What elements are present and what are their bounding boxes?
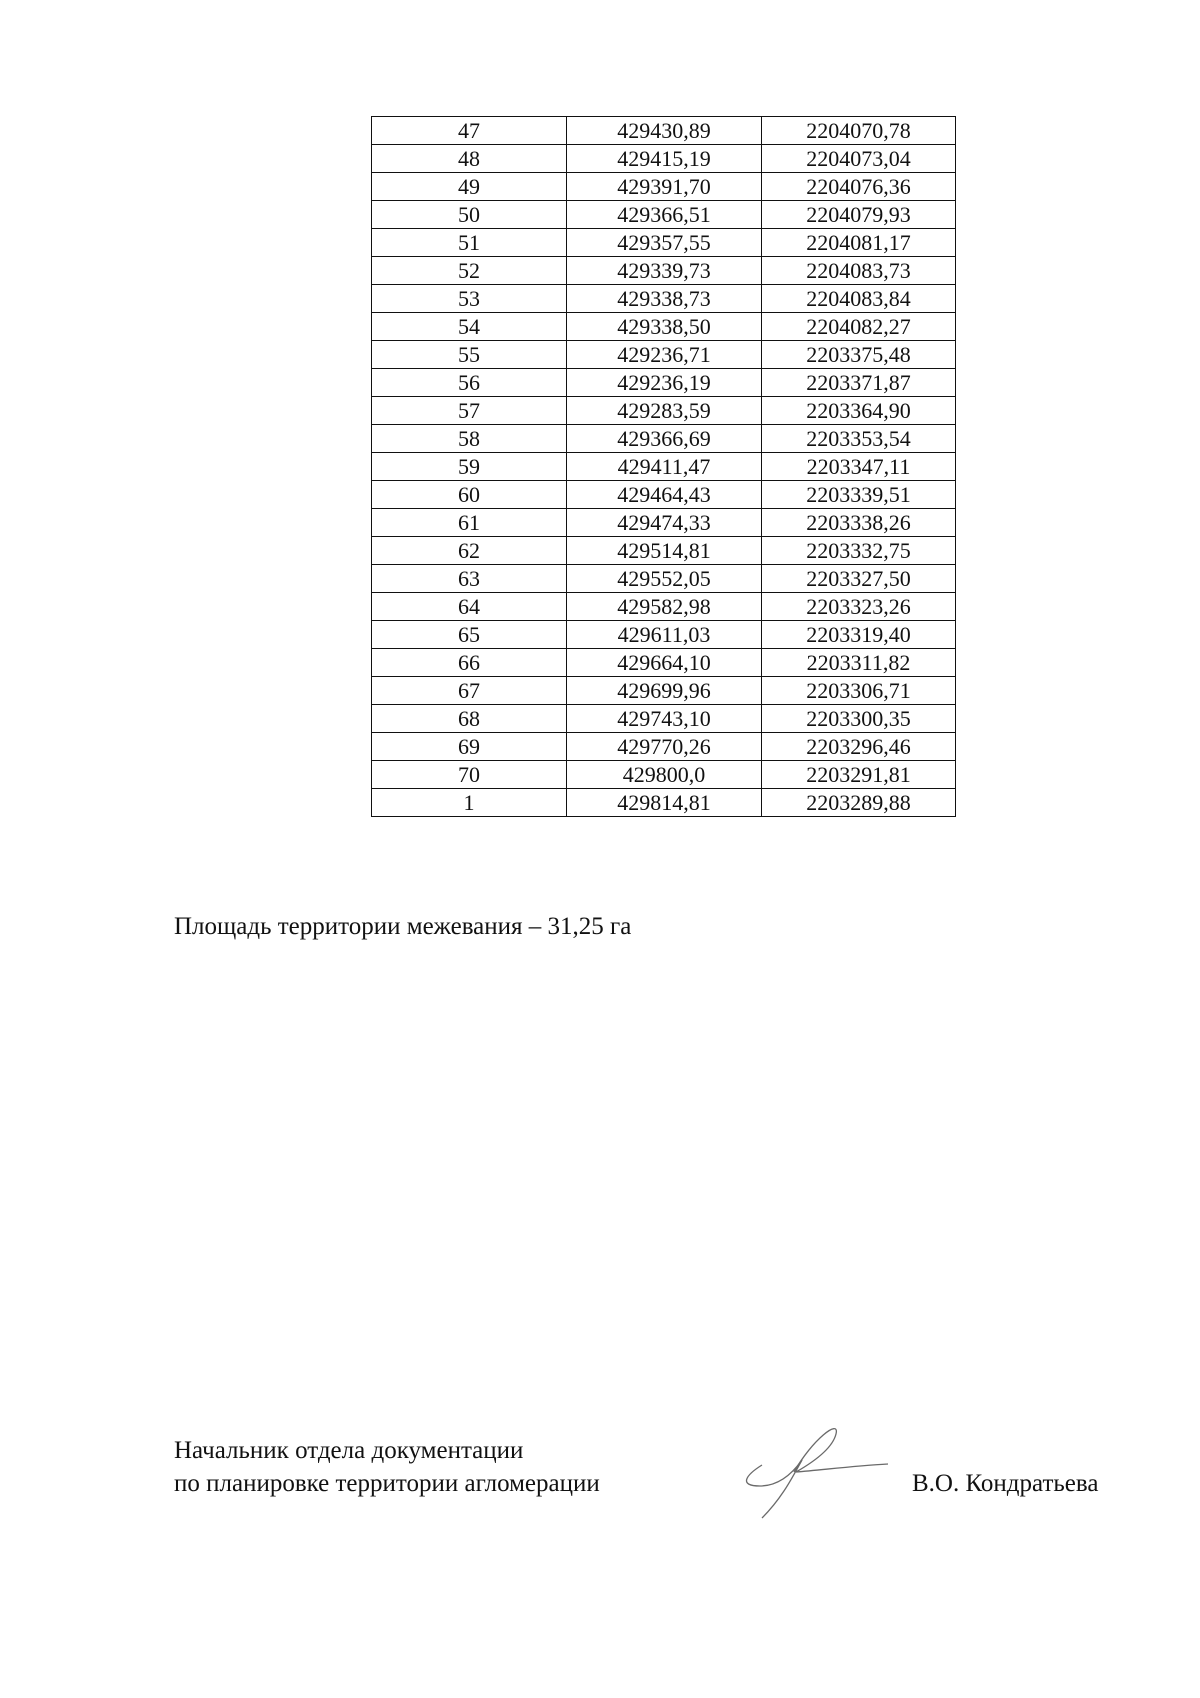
x-coordinate-cell: 429464,43 bbox=[567, 481, 762, 509]
x-coordinate-cell: 429415,19 bbox=[567, 145, 762, 173]
table-row bbox=[372, 649, 956, 677]
table-row bbox=[372, 117, 956, 145]
area-statement: Площадь территории межевания – 31,25 га bbox=[174, 913, 632, 940]
y-coordinate-cell: 2203327,50 bbox=[762, 565, 956, 593]
point-number-cell: 64 bbox=[372, 593, 567, 621]
table-row bbox=[372, 509, 956, 537]
x-coordinate-cell: 429743,10 bbox=[567, 705, 762, 733]
x-coordinate-cell: 429236,19 bbox=[567, 369, 762, 397]
x-coordinate-cell: 429699,96 bbox=[567, 677, 762, 705]
coordinates-table bbox=[371, 116, 956, 817]
x-coordinate-cell: 429582,98 bbox=[567, 593, 762, 621]
table-row bbox=[372, 201, 956, 229]
table-row bbox=[372, 229, 956, 257]
y-coordinate-cell: 2203375,48 bbox=[762, 341, 956, 369]
y-coordinate-cell: 2204076,36 bbox=[762, 173, 956, 201]
point-number-cell: 1 bbox=[372, 789, 567, 817]
y-coordinate-cell: 2203323,26 bbox=[762, 593, 956, 621]
table-row bbox=[372, 173, 956, 201]
point-number-cell: 68 bbox=[372, 705, 567, 733]
table-row bbox=[372, 789, 956, 817]
x-coordinate-cell: 429236,71 bbox=[567, 341, 762, 369]
y-coordinate-cell: 2203347,11 bbox=[762, 453, 956, 481]
point-number-cell: 54 bbox=[372, 313, 567, 341]
point-number-cell: 62 bbox=[372, 537, 567, 565]
x-coordinate-cell: 429552,05 bbox=[567, 565, 762, 593]
table-row bbox=[372, 369, 956, 397]
point-number-cell: 48 bbox=[372, 145, 567, 173]
x-coordinate-cell: 429664,10 bbox=[567, 649, 762, 677]
signatory-position-line1: Начальник отдела документации bbox=[174, 1437, 524, 1464]
y-coordinate-cell: 2203291,81 bbox=[762, 761, 956, 789]
y-coordinate-cell: 2204083,73 bbox=[762, 257, 956, 285]
table-row bbox=[372, 397, 956, 425]
table-row bbox=[372, 481, 956, 509]
point-number-cell: 51 bbox=[372, 229, 567, 257]
point-number-cell: 57 bbox=[372, 397, 567, 425]
point-number-cell: 55 bbox=[372, 341, 567, 369]
y-coordinate-cell: 2203338,26 bbox=[762, 509, 956, 537]
point-number-cell: 67 bbox=[372, 677, 567, 705]
y-coordinate-cell: 2203306,71 bbox=[762, 677, 956, 705]
x-coordinate-cell: 429514,81 bbox=[567, 537, 762, 565]
y-coordinate-cell: 2204082,27 bbox=[762, 313, 956, 341]
point-number-cell: 66 bbox=[372, 649, 567, 677]
point-number-cell: 70 bbox=[372, 761, 567, 789]
table-row bbox=[372, 257, 956, 285]
y-coordinate-cell: 2204081,17 bbox=[762, 229, 956, 257]
point-number-cell: 53 bbox=[372, 285, 567, 313]
table-row bbox=[372, 565, 956, 593]
x-coordinate-cell: 429338,50 bbox=[567, 313, 762, 341]
x-coordinate-cell: 429391,70 bbox=[567, 173, 762, 201]
x-coordinate-cell: 429430,89 bbox=[567, 117, 762, 145]
table-row bbox=[372, 285, 956, 313]
table-row bbox=[372, 145, 956, 173]
table-row bbox=[372, 677, 956, 705]
point-number-cell: 49 bbox=[372, 173, 567, 201]
y-coordinate-cell: 2203364,90 bbox=[762, 397, 956, 425]
signatory-position bbox=[174, 1434, 600, 1500]
x-coordinate-cell: 429814,81 bbox=[567, 789, 762, 817]
point-number-cell: 63 bbox=[372, 565, 567, 593]
y-coordinate-cell: 2204073,04 bbox=[762, 145, 956, 173]
x-coordinate-cell: 429611,03 bbox=[567, 621, 762, 649]
table-row bbox=[372, 733, 956, 761]
signer-name: В.О. Кондратьева bbox=[912, 1470, 1099, 1497]
y-coordinate-cell: 2203296,46 bbox=[762, 733, 956, 761]
y-coordinate-cell: 2203332,75 bbox=[762, 537, 956, 565]
table-row bbox=[372, 453, 956, 481]
y-coordinate-cell: 2203319,40 bbox=[762, 621, 956, 649]
table-row bbox=[372, 761, 956, 789]
x-coordinate-cell: 429338,73 bbox=[567, 285, 762, 313]
x-coordinate-cell: 429800,0 bbox=[567, 761, 762, 789]
y-coordinate-cell: 2203289,88 bbox=[762, 789, 956, 817]
table-row bbox=[372, 341, 956, 369]
table-row bbox=[372, 537, 956, 565]
point-number-cell: 60 bbox=[372, 481, 567, 509]
point-number-cell: 58 bbox=[372, 425, 567, 453]
y-coordinate-cell: 2203339,51 bbox=[762, 481, 956, 509]
table-row bbox=[372, 313, 956, 341]
y-coordinate-cell: 2203311,82 bbox=[762, 649, 956, 677]
point-number-cell: 65 bbox=[372, 621, 567, 649]
point-number-cell: 47 bbox=[372, 117, 567, 145]
point-number-cell: 61 bbox=[372, 509, 567, 537]
point-number-cell: 69 bbox=[372, 733, 567, 761]
point-number-cell: 59 bbox=[372, 453, 567, 481]
coordinates-table-body bbox=[372, 117, 956, 817]
x-coordinate-cell: 429366,51 bbox=[567, 201, 762, 229]
x-coordinate-cell: 429770,26 bbox=[567, 733, 762, 761]
x-coordinate-cell: 429411,47 bbox=[567, 453, 762, 481]
point-number-cell: 50 bbox=[372, 201, 567, 229]
y-coordinate-cell: 2204070,78 bbox=[762, 117, 956, 145]
table-row bbox=[372, 705, 956, 733]
y-coordinate-cell: 2203300,35 bbox=[762, 705, 956, 733]
y-coordinate-cell: 2203353,54 bbox=[762, 425, 956, 453]
x-coordinate-cell: 429366,69 bbox=[567, 425, 762, 453]
point-number-cell: 52 bbox=[372, 257, 567, 285]
y-coordinate-cell: 2204079,93 bbox=[762, 201, 956, 229]
y-coordinate-cell: 2204083,84 bbox=[762, 285, 956, 313]
x-coordinate-cell: 429474,33 bbox=[567, 509, 762, 537]
y-coordinate-cell: 2203371,87 bbox=[762, 369, 956, 397]
x-coordinate-cell: 429339,73 bbox=[567, 257, 762, 285]
point-number-cell: 56 bbox=[372, 369, 567, 397]
table-row bbox=[372, 593, 956, 621]
x-coordinate-cell: 429357,55 bbox=[567, 229, 762, 257]
x-coordinate-cell: 429283,59 bbox=[567, 397, 762, 425]
signatory-position-line2: по планировке территории агломерации bbox=[174, 1470, 600, 1497]
table-row bbox=[372, 425, 956, 453]
table-row bbox=[372, 621, 956, 649]
handwritten-signature bbox=[732, 1420, 892, 1520]
